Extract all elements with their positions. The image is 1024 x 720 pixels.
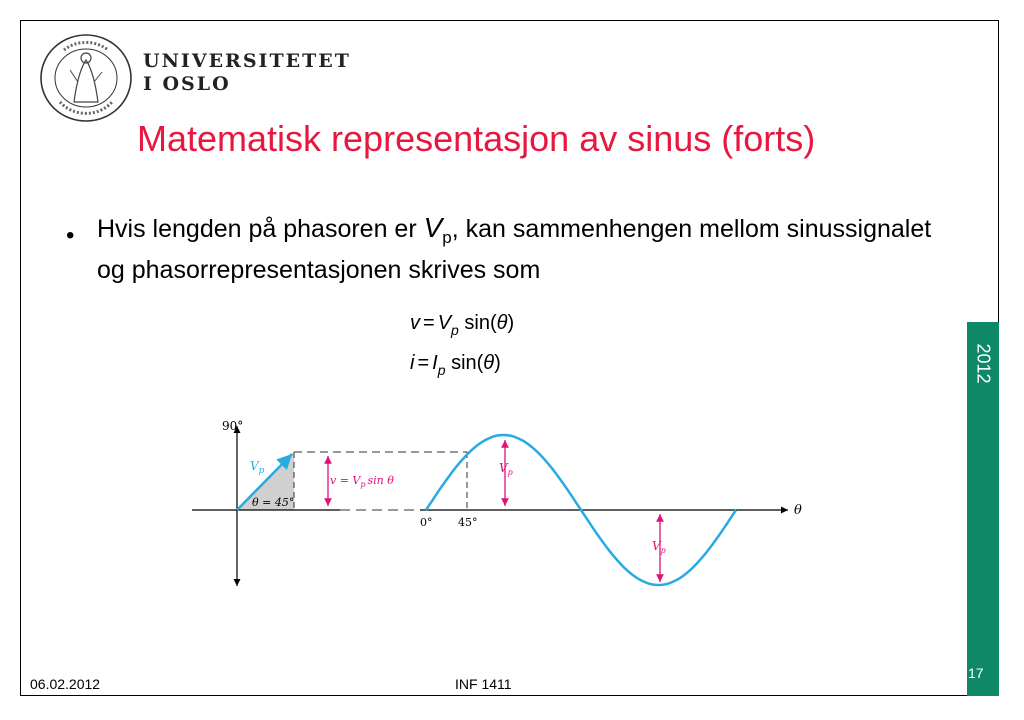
university-name-line1: UNIVERSITETET	[143, 50, 351, 72]
eq-arg: θ	[483, 352, 495, 374]
peak-label: $V_p$	[499, 461, 513, 477]
bullet-icon: •	[66, 222, 75, 249]
side-year-label	[966, 338, 1000, 388]
angle-label: θ = 45°	[252, 496, 295, 509]
eq-sub: p	[451, 322, 459, 338]
footer-date: 06.02.2012	[30, 676, 101, 692]
university-name	[143, 50, 351, 96]
theta-axis-label: θ	[794, 503, 802, 518]
label-90-degrees: 90°	[222, 419, 244, 433]
eq-lhs: i	[410, 352, 415, 374]
footer-course: INF 1411	[455, 676, 512, 692]
bullet-var-sub: p	[442, 228, 452, 247]
bullet-var: V	[423, 212, 443, 243]
eq-var: V	[437, 312, 452, 334]
projection-label: $v = V_p$ sin θ	[330, 474, 394, 489]
eq-close: )	[494, 352, 501, 374]
eq-var: I	[432, 352, 438, 374]
phasor-sine-diagram	[180, 408, 820, 598]
page-number: 17	[968, 665, 984, 681]
bullet-text	[97, 211, 947, 287]
eq-close: )	[507, 312, 515, 334]
side-year-text: 2012	[973, 342, 994, 384]
equation-current: $i = I_p$ sin(θ)	[410, 352, 501, 378]
bullet-text-before: Hvis lengden på phasoren er	[97, 215, 424, 243]
phasor-label: $V_p$	[250, 459, 265, 476]
eq-sub: p	[437, 362, 446, 378]
university-seal-logo	[38, 32, 134, 124]
slide-title: Matematisk representasjon av sinus (forts)	[137, 118, 816, 159]
eq-arg: θ	[496, 312, 508, 334]
university-name-line2: I OSLO	[143, 73, 231, 95]
trough-label: $V_p$	[652, 539, 666, 555]
eq-func: sin(	[464, 312, 497, 334]
tick-0-degrees: 0°	[420, 516, 433, 529]
eq-func: sin(	[451, 352, 484, 374]
tick-45-degrees: 45°	[458, 516, 478, 529]
equation-voltage: $v = V_p$ sin(θ)	[410, 312, 515, 338]
bullet-text-after: , kan sammenhengen mellom sinussignalet og phasorrepresentasjonen skrives som	[97, 215, 932, 284]
eq-lhs: v	[410, 312, 420, 334]
